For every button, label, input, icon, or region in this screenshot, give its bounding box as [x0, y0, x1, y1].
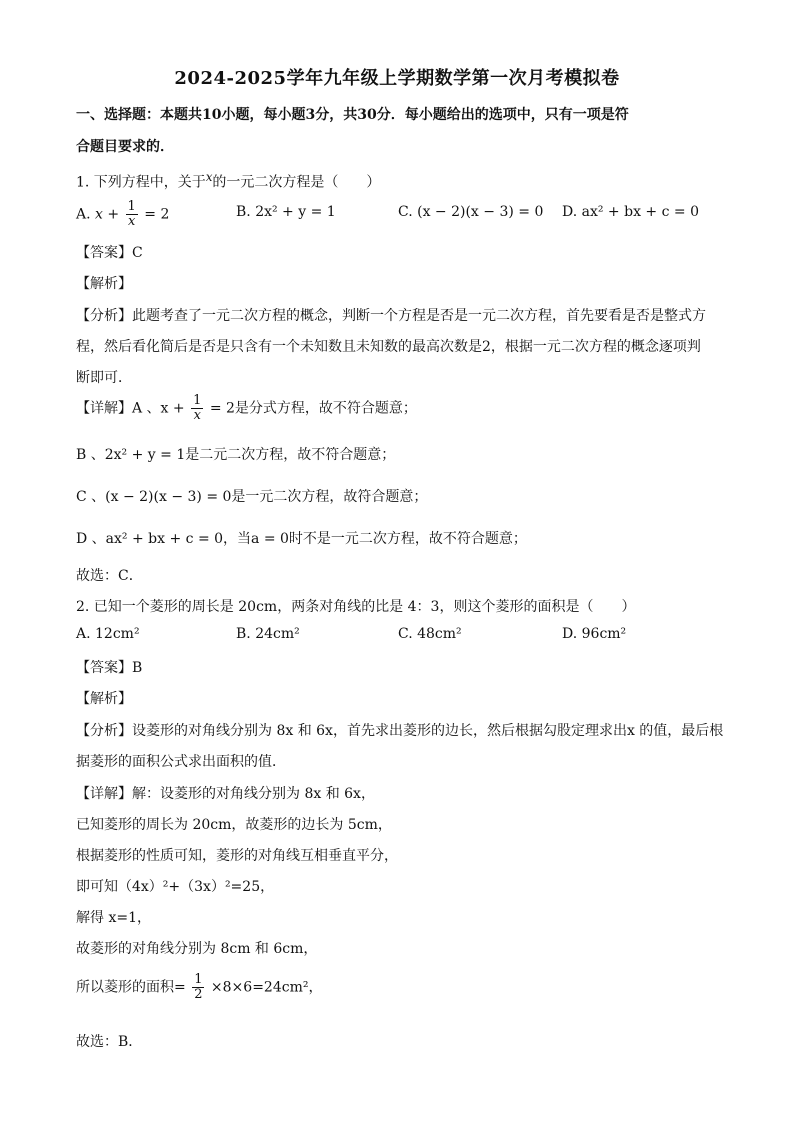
q1-option-a-rhs: = 2: [144, 206, 170, 223]
question-1-stem: [76, 170, 726, 192]
q1-stem-suffix: 的一元二次方程是（ ）: [212, 174, 381, 191]
q2-option-d[interactable]: D. 96cm²: [562, 626, 627, 642]
q1-detail-c: C 、(x − 2)(x − 3) = 0是一元二次方程，故符合题意；: [76, 489, 428, 505]
q1-option-c[interactable]: C. (x − 2)(x − 3) = 0: [398, 204, 544, 220]
q2-analysis-line-1: 【分析】设菱形的对角线分别为 8x 和 6x，首先求出菱形的边长，然后根据勾股定理求出x 的值，最后根: [76, 723, 724, 739]
q2-detail-line-4: 即可知（4x）²+（3x）²=25，: [76, 879, 275, 895]
q2-detail-line-7: [76, 973, 726, 1002]
q1-conclusion: 故选：C．: [76, 568, 143, 584]
q2-option-c[interactable]: C. 48cm²: [398, 626, 462, 642]
q1-detail-b: B 、2x² + y = 1是二元二次方程，故不符合题意；: [76, 447, 396, 463]
q1-option-d[interactable]: D. ax² + bx + c = 0: [562, 204, 699, 220]
q1-analysis-title: 【解析】: [76, 276, 132, 292]
q1-option-a-fraction: $\frac{1}{x}$: [127, 199, 136, 229]
section-heading-line-1: 一、选择题：本题共10小题，每小题3分，共30分．每小题给出的选项中，只有一项是符: [76, 107, 629, 123]
q1-option-a[interactable]: [76, 200, 169, 229]
q1-option-b[interactable]: B. 2x² + y = 1: [236, 204, 336, 220]
q2-detail-line-1: 【详解】解：设菱形的对角线分别为 8x 和 6x，: [76, 786, 375, 802]
q1-answer: 【答案】C: [76, 245, 143, 261]
q1-stem-prefix: 1. 下列方程中，关于: [76, 174, 206, 191]
q2-option-b[interactable]: B. 24cm²: [236, 626, 300, 642]
q1-detail-a-post: = 2是分式方程，故不符合题意；: [209, 400, 417, 417]
q2-detail-line-6: 故菱形的对角线分别为 8cm 和 6cm，: [76, 941, 318, 957]
q2-detail-line-3: 根据菱形的性质可知，菱形的对角线互相垂直平分，: [76, 848, 398, 864]
page-title: 2024-2025学年九年级上学期数学第一次月考模拟卷: [174, 68, 620, 89]
q1-detail-a-fraction: $\frac{1}{x}$: [193, 393, 202, 423]
q1-analysis-line-3: 断即可．: [76, 370, 132, 386]
question-2-stem: 2. 已知一个菱形的周长是 20cm，两条对角线的比是 4：3，则这个菱形的面积是（ ）: [76, 599, 636, 615]
q1-option-a-lhs: x +: [95, 206, 120, 223]
q1-detail-a: [76, 394, 726, 423]
question-1-options: [76, 199, 726, 229]
q1-option-a-label: A.: [76, 206, 91, 223]
q2-answer: 【答案】B: [76, 660, 143, 676]
q1-detail-a-pre: 【详解】A 、x +: [76, 400, 185, 417]
q1-analysis-line-1: 【分析】此题考查了一元二次方程的概念，判断一个方程是否是一元二次方程，首先要看是否是整式方: [76, 308, 706, 324]
q2-analysis-line-2: 据菱形的面积公式求出面积的值．: [76, 754, 286, 770]
q2-detail-7-post: ×8×6=24cm²，: [210, 979, 323, 996]
q2-option-a[interactable]: A. 12cm²: [76, 626, 140, 642]
q1-analysis-line-2: 程，然后看化简后是否是只含有一个未知数且未知数的最高次数是2，根据一元二次方程的概念逐项判: [76, 339, 701, 355]
q2-detail-line-2: 已知菱形的周长为 20cm，故菱形的边长为 5cm，: [76, 817, 392, 833]
q2-analysis-title: 【解析】: [76, 691, 132, 707]
q2-conclusion: 故选：B．: [76, 1034, 143, 1050]
q2-detail-7-fraction: $\frac{1}{2}$: [194, 972, 203, 1002]
section-heading-line-2: 合题目要求的．: [76, 139, 174, 155]
q2-detail-line-5: 解得 x=1，: [76, 910, 151, 926]
q1-stem-var: x: [205, 170, 213, 184]
q1-detail-d: D 、ax² + bx + c = 0，当a = 0时不是一元二次方程，故不符合题意；: [76, 531, 527, 547]
q2-detail-7-pre: 所以菱形的面积=: [76, 979, 186, 996]
question-2-options: [76, 626, 726, 650]
